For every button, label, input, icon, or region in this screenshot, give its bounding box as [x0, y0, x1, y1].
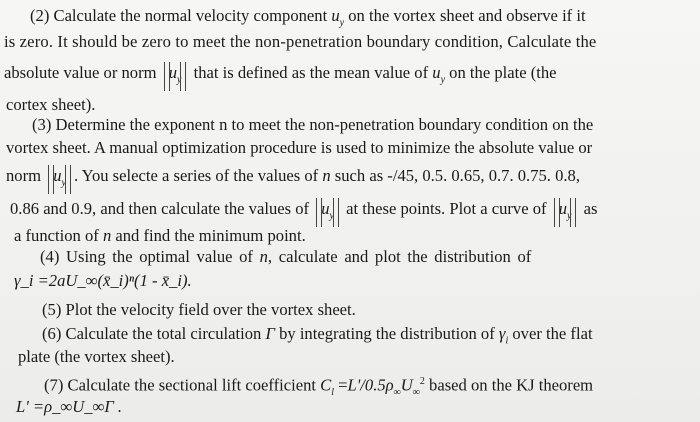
lift-formula: L' =ρ_∞U_∞Γ . [16, 397, 123, 416]
text-line-9: a function of n and find the minimum point. [14, 226, 306, 245]
text-line-2: is zero. It should be zero to meet the non-penetration boundary condition, Calculate the [4, 32, 597, 51]
text-line-15: (7) Calculate the sectional lift coefficient $C_l =L'/0.5\rho_\infty U_\infty^2$ based on the KJ theorem [44, 375, 594, 398]
text-line-7: norm $u_y$ . You selecte a series of the values of n such as -/45, 0.5. 0.65, 0.7. 0.75. 0.8, [6, 166, 580, 193]
text-line-10: (4) Using the optimal value of n, calculate and plot the distribution of [40, 247, 532, 266]
text-line-13: (6) Calculate the total circulation Γ by integrating the distribution of $\gamma_i$ over the flat [42, 324, 593, 347]
text-line-5: (3) Determine the exponent n to meet the non-penetration boundary condition on the [32, 115, 594, 134]
text-line-1: (2) Calculate the normal velocity component $u_y$ on the vortex sheet and observe if it [30, 6, 586, 29]
text-line-14: plate (the vortex sheet). [18, 347, 175, 366]
text-line-8: 0.86 and 0.9, and then calculate the values of $u_y$ at these points. Plot a curve of $u_y$ as [10, 199, 597, 226]
text-line-4: cortex sheet). [6, 95, 96, 114]
gamma-formula: γ_i =2aU_∞(x̄_i)ⁿ(1 - x̄_i). [14, 271, 192, 290]
text-line-3: absolute value or norm $u_y$ that is defined as the mean value of $u_y$ on the plate (the [4, 63, 557, 90]
text-line-6: vortex sheet. A manual optimization procedure is used to minimize the absolute value or [6, 138, 593, 157]
text-line-12: (5) Plot the velocity field over the vortex sheet. [42, 300, 356, 319]
